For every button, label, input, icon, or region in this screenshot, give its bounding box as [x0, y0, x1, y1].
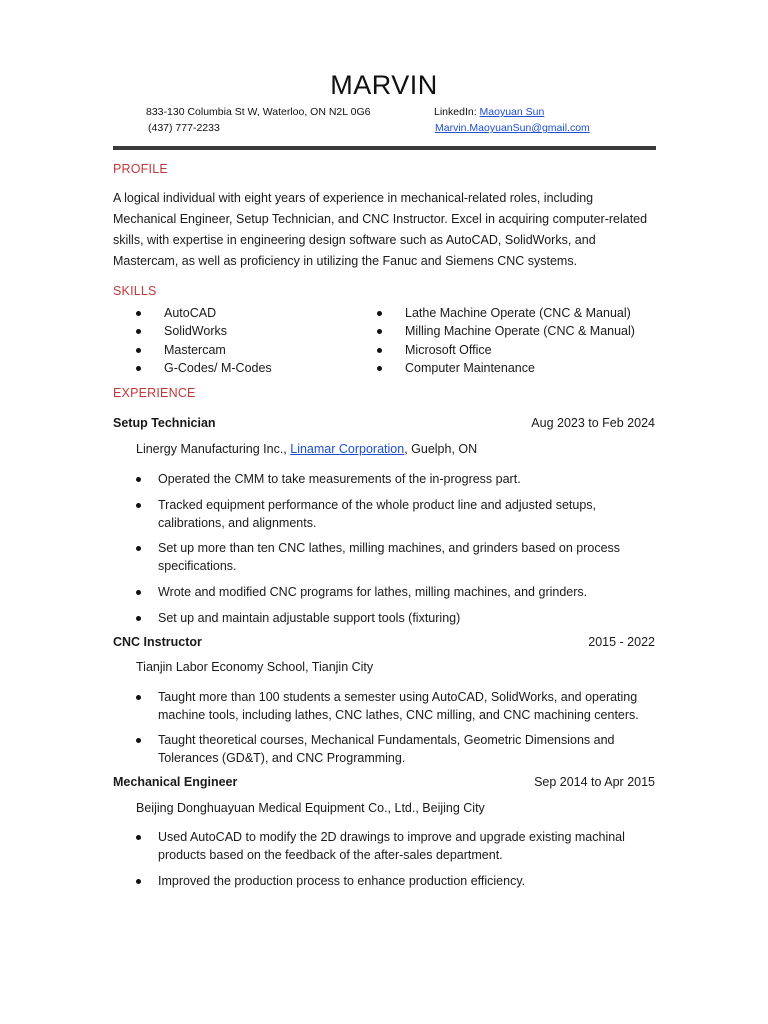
candidate-name: MARVIN	[330, 70, 438, 100]
job-bullet	[136, 873, 658, 891]
skill-item	[136, 304, 272, 322]
linkedin-label: LinkedIn:	[434, 106, 480, 118]
job-organization: Beijing Donghuayuan Medical Equipment Co., Ltd., Beijing City	[136, 801, 485, 815]
skill-item	[377, 359, 635, 377]
bullet-text: Operated the CMM to take measurements of the in-progress part.	[158, 472, 521, 486]
job-title: Setup Technician	[113, 416, 216, 430]
bullet-dot	[136, 695, 141, 700]
bullet-text: Taught theoretical courses, Mechanical Fundamentals, Geometric Dimensions and Tolerances (GD&T), and CNC Programming.	[158, 733, 615, 765]
bullet-dot	[136, 348, 141, 353]
skills-right-list	[377, 304, 635, 377]
skill-label: SolidWorks	[164, 324, 227, 339]
profile-text: A logical individual with eight years of experience in mechanical-related roles, including Mechanical Engineer, Setup Technician, and CNC Instructor. Excel in acquiring computer-related skills, with expertise in engineering design software such as AutoCAD, SolidWorks, and Mastercam, as well as proficiency in utilizing the Fanuc and Siemens CNC systems.	[113, 191, 648, 268]
experience-heading: EXPERIENCE	[113, 386, 196, 400]
skill-item	[377, 322, 635, 340]
bullet-text: Improved the production process to enhance production efficiency.	[158, 874, 526, 888]
bullet-dot	[377, 311, 382, 316]
job-bullet	[136, 497, 658, 532]
skills-left-list	[136, 304, 272, 377]
job-organization	[136, 442, 477, 456]
org-prefix: Linergy Manufacturing Inc.,	[136, 442, 291, 456]
bullet-dot	[136, 311, 141, 316]
bullet-dot	[136, 590, 141, 595]
email-link[interactable]: Marvin.MaoyuanSun@gmail.com	[435, 122, 590, 134]
bullet-text: Used AutoCAD to modify the 2D drawings to improve and upgrade existing machinal products based on the feedback of the after-sales department.	[158, 830, 625, 862]
job-date: 2015 - 2022	[588, 635, 655, 649]
skill-item	[377, 304, 635, 322]
job-bullet	[136, 732, 658, 767]
bullet-text: Set up more than ten CNC lathes, milling machines, and grinders based on process specifications.	[158, 541, 621, 573]
job-bullet	[136, 540, 658, 575]
skill-label: Milling Machine Operate (CNC & Manual)	[405, 324, 635, 339]
job-bullet	[136, 610, 658, 628]
skill-label: G-Codes/ M-Codes	[164, 360, 272, 375]
bullet-dot	[136, 879, 141, 884]
skill-item	[377, 341, 635, 359]
skill-item	[136, 322, 272, 340]
org-suffix: , Guelph, ON	[404, 442, 478, 456]
bullet-dot	[136, 835, 141, 840]
job-bullet	[136, 829, 658, 864]
bullet-dot	[377, 329, 382, 334]
job-title: Mechanical Engineer	[113, 775, 238, 789]
bullet-dot	[136, 329, 141, 334]
job-bullet	[136, 689, 658, 724]
email-line	[435, 122, 590, 134]
bullet-dot	[136, 738, 141, 743]
job-date: Sep 2014 to Apr 2015	[534, 775, 655, 789]
bullet-dot	[136, 546, 141, 551]
skills-heading: SKILLS	[113, 284, 157, 298]
job-organization: Tianjin Labor Economy School, Tianjin City	[136, 660, 374, 674]
bullet-text: Set up and maintain adjustable support tools (fixturing)	[158, 611, 461, 625]
skill-label: Computer Maintenance	[405, 360, 535, 375]
job-date: Aug 2023 to Feb 2024	[531, 416, 655, 430]
bullet-dot	[136, 616, 141, 621]
bullet-dot	[136, 366, 141, 371]
bullet-text: Tracked equipment performance of the whole product line and adjusted setups, calibrations, and alignments.	[158, 498, 596, 530]
skill-label: AutoCAD	[164, 306, 217, 320]
bullet-dot	[136, 477, 141, 482]
company-link[interactable]: Linamar Corporation	[290, 442, 405, 456]
job-title: CNC Instructor	[113, 635, 202, 649]
linkedin-line	[434, 106, 544, 118]
bullet-text: Taught more than 100 students a semester using AutoCAD, SolidWorks, and operating machine tools, including lathes, CNC lathes, CNC milling, and CNC machining centers.	[158, 690, 639, 722]
bullet-text: Wrote and modified CNC programs for lathes, milling machines, and grinders.	[158, 585, 588, 599]
skill-label: Mastercam	[164, 342, 226, 357]
skill-label: Lathe Machine Operate (CNC & Manual)	[405, 306, 631, 320]
skill-item	[136, 341, 272, 359]
phone: (437) 777-2233	[148, 122, 220, 134]
profile-heading: PROFILE	[113, 162, 168, 176]
bullet-dot	[136, 503, 141, 508]
bullet-dot	[377, 348, 382, 353]
linkedin-link[interactable]: Maoyuan Sun	[479, 106, 545, 118]
job-bullet	[136, 584, 658, 602]
header-divider	[113, 146, 656, 150]
skill-item	[136, 359, 272, 377]
address: 833-130 Columbia St W, Waterloo, ON N2L 0G6	[146, 106, 371, 118]
job-bullet	[136, 471, 658, 489]
skill-label: Microsoft Office	[405, 342, 492, 357]
bullet-dot	[377, 366, 382, 371]
